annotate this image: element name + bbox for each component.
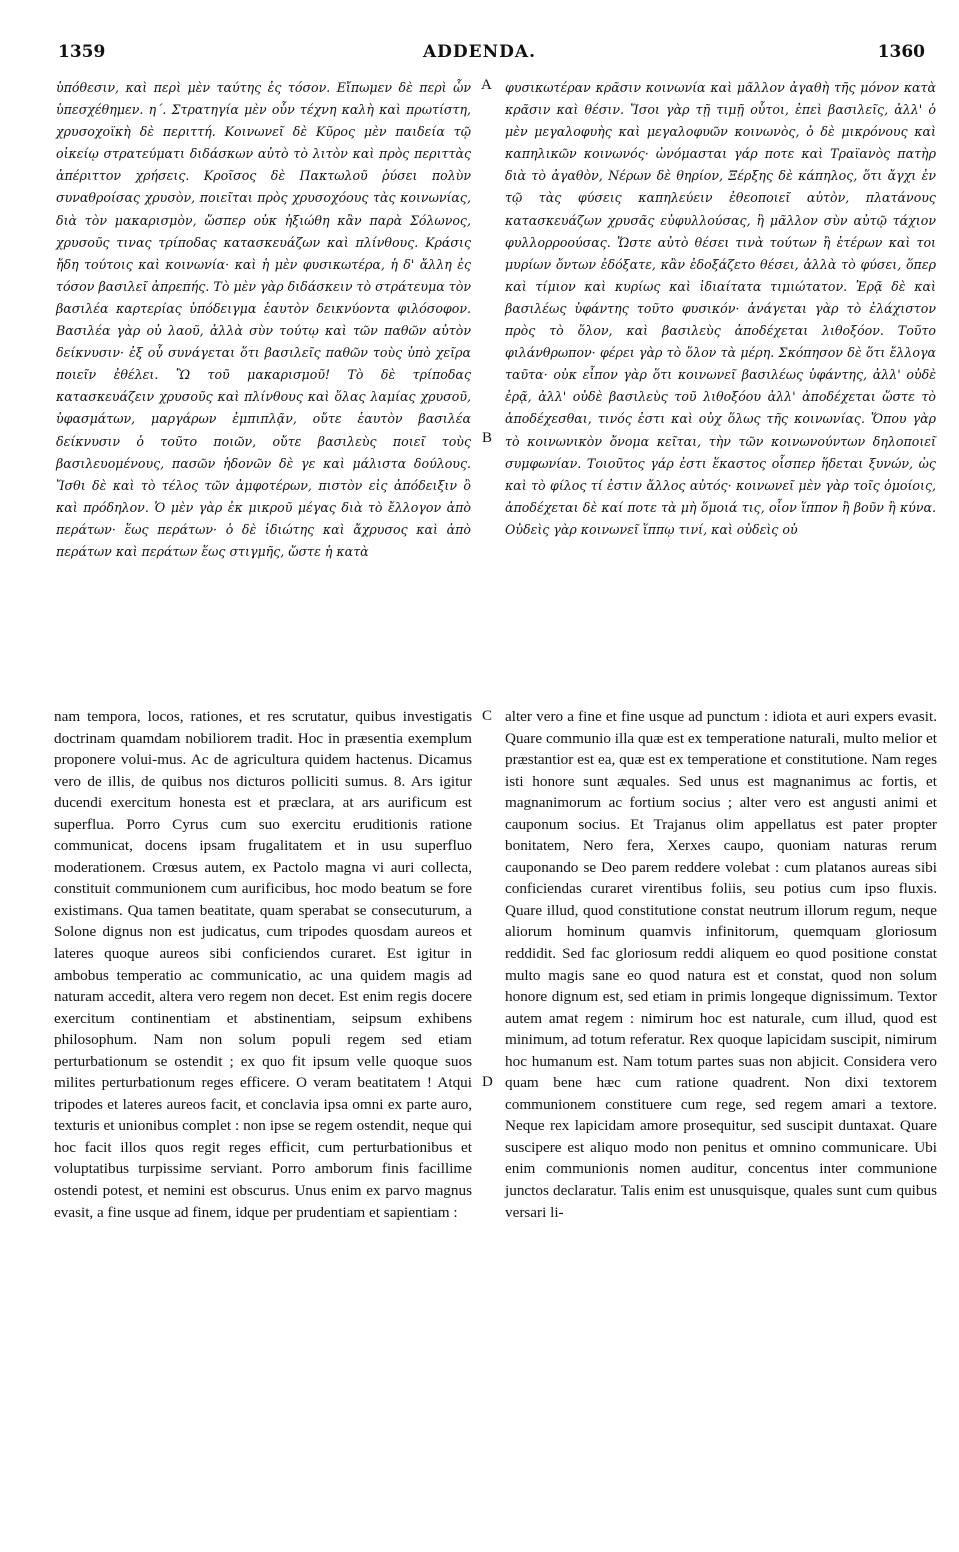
running-title: ADDENDA. [422,42,537,62]
section-marker-c: C [482,708,493,724]
section-marker-a: A [481,77,492,93]
greek-column-right [505,77,936,541]
section-marker-d: D [482,1074,493,1090]
section-marker-b: B [482,430,493,446]
greek-column-left [56,77,471,563]
greek-text-left: ὑπόθεσιν, καὶ περὶ μὲν ταύτης ἐς τόσον. Εἴπωμεν δὲ περὶ ὧν ὑπεσχέθημεν. η΄. Στρατηγία μὲν οὖν τέχνη καλὴ καὶ πρωτίστη, χρυσοχοϊκὴ δὲ περιττή. Κοινωνεῖ δὲ Κῦρος μὲν παιδεία τῷ οἰκείῳ στρατεύματι διδάσκων αὐτὸ τὸ λιτὸν καὶ πρὸς περιττὰς ἀπέριττον χρήσεις. Κροῖσος δὲ Πακτωλοῦ ῥύσει πολὺν συναθροίσας χρυσὸν, ποιεῖται πρὸς χρυσοχόους τὰς κοινωνίας, διὰ τὸν μακαρισμὸν, ὥσπερ οὐκ ἠξιώθη κἂν παρὰ Σόλωνος, χρυσοῦς τινας τρίποδας κατασκευάζων καὶ πλίνθους. Κράσις ἤδη τούτοις καὶ κοινωνία· καὶ ἡ μὲν φυσικωτέρα, ἡ δ' ἄλλη ἐς τόσον βασιλεῖ ἀπρεπής. Τὸ μὲν γὰρ διδάσκειν τὸ στράτευμα τὸν βασιλέα καρτερίας ὑπόδειγμα ἑαυτὸν δεικνύοντα φιλόσοφον. Βασιλέα γὰρ οὐ λαοῦ, ἀλλὰ σὺν τούτῳ καὶ τῶν παθῶν αὐτὸν δείκνυσιν· ἐξ οὗ συνάγεται ὅτι βασιλεῖς παθῶν τοὺς ὑπὸ χεῖρα ποιεῖν ἐθέλει. Ὢ τοῦ μακαρισμοῦ! Τὸ δὲ τρίποδας κατασκευάζειν χρυσοῦς καὶ πλίνθους καὶ ὅλας λαμίας χρυσοῦ, ὑφασμάτων, μαργάρων ἐμπιπλᾷν, οὔτε ἑαυτὸν βασιλέα δείκνυσιν ὁ τοῦτο ποιῶν, οὔτε βασιλεὺς ποιεῖ τοὺς βασιλευομένους, πασῶν ἡδονῶν δὲ γε καὶ μάλιστα δούλους. Ἴσθι δὲ καὶ τὸ τέλος τῶν ἀμφοτέρων, πιστὸν εἰς ἀπόδειξιν ὂ καὶ πρόδηλον. Ὁ μὲν γὰρ ἐκ μικροῦ μέγας διὰ τὸ ἔλλογον ἀπὸ περάτων· ἕως περάτων· ὁ δὲ ἰδιώτης καὶ ἄχρυσος καὶ ἀπὸ περάτων καὶ περάτων ἕως στιγμῆς, ὥστε ἡ κατὰ [56,80,471,559]
latin-column-right [505,706,937,1223]
latin-column-left [54,706,472,1223]
latin-text-right: alter vero a fine et fine usque ad punctum : idiota et auri expers evasit. Quare communio illa quæ est ex temperatione naturali, multo melior et præstantior est ea, quæ est ex temperatione et constitutione. Nam reges isti honore sunt æquales. Sed unus est magnanimus ac fortis, et magnanimorum ac fortium socius ; alter vero est angusti animi et cauponum socius. Et Trajanus olim appellatus est pater propter bonitatem, Nero fera, Xerxes caupo, quoniam naturas rerum cauponando se Deo parem reddere volebat : cum platanos aureas sibi conficiendas curaret virentibus foliis, seu potius cum ipso fluxis. Quare illud, quod constitutione constat neutrum illorum regum, neque aliorum hominum quamvis infinitorum, quemquam gloriosum reddidit. Sed fac gloriosum reddi aliquem eo quod positione constat multo magis sane eo quod natura est et constat, quod non solum honore dignum est, sed etiam in primis longeque dignissimum. Textor autem amat regem : nimirum hoc est naturale, cum illud, quod est minimum, ad totum referatur. Rex quoque lapicidam suscipit, nimirum hoc humanum est. Nam totum partes suas non abjicit. Considera vero quam bene hæc cum ratione quadrent. Non dixi textorem communionem constituere cum rege, sed regem amari a textore. Neque rex lapicidam amore prosequitur, sed suscipit duntaxat. Quare suscipere est aliquo modo non penitus et omnino communicare. Ubi enim communionis nomen auditur, concentus inter communione junctos declaratur. Talis enim est unusquisque, quales sunt cum quibus versari li- [505,708,937,1221]
page-number-right: 1360 [877,42,925,62]
greek-text-right: φυσικωτέραν κρᾶσιν κοινωνία καὶ μᾶλλον ἀγαθὴ τῆς μόνον κατὰ κρᾶσιν καὶ θέσιν. Ἴσοι γὰρ τῇ τιμῇ οὗτοι, ἐπεὶ βασιλεῖς, ἀλλ' ὁ μὲν μεγαλοφυὴς καὶ μεγαλοφυῶν κοινωνὸς, ὁ δὲ μικρόνους καὶ καπηλικῶν κοινωνός· ὠνόμασται γάρ ποτε καὶ Τραϊανὸς πατὴρ διὰ τὸ ἀγαθὸν, Νέρων δὲ θηρίον, Ξέρξης δὲ κάπηλος, ὅτι ἄγχι ἐν τῷ τὰς φύσεις καπηλεύειν ἐθεοποιεῖ αὐτὸν, πλατάνους κατασκευάζων χρυσᾶς εὐφυλλούσας, ἢ μᾶλλον σὺν αὐτῷ τάχιον φυλλορροούσας. Ὥστε αὐτὸ θέσει τινὰ τούτων ἢ ἑτέρων καὶ τοι μυρίων ὄντων ἐδόξατε, κἂν ἐδοξάζετο θέσει, ἀλλὰ τὸ φύσει, ὅπερ καὶ τίμιον καὶ κυρίως καὶ ἰδιαίτατα τιμιώτατον. Ἐρᾷ δὲ καὶ βασιλέως ὑφάντης τοῦτο φυσικόν· ἀνάγεται γὰρ τὸ ἐλάχιστον πρὸς τὸ ὅλον, καὶ βασιλεὺς ἀποδέχεται λιθοξόον. Τοῦτο φιλάνθρωπον· φέρει γὰρ τὸ ὅλον τὰ μέρη. Σκόπησον δὲ ὅτι ἔλλογα ταῦτα· οὐκ εἶπον γὰρ ὅτι κοινωνεῖ βασιλέως ὑφάντης, ἀλλ' οὐδὲ ἐρᾷ, ἀλλ' οὐδὲ βασιλεὺς τοῦ λιθοξόου ἀλλ' ἀποδέχεται ὥστε τὸ ἀποδέχεσθαι, τινός ἐστι καὶ οὐχ ὅλως τῆς κοινωνίας. Ὅπου γὰρ τὸ κοινωνικὸν ὄνομα κεῖται, τὴν τῶν κοινωνούντων δηλοποιεῖ συμφωνίαν. Τοιοῦτος γάρ ἐστι ἕκαστος οἷσπερ ἥδεται ξυνών, ὡς καὶ τὸ φίλος τί ἐστιν ἄλλος αὐτός· κοινωνεῖ μὲν γὰρ τοῖς ὁμοίοις, ἀποδέχεται δὲ καί ποτε τὰ μὴ ὅμοιά τις, οἷον ἵππον ἢ βοῦν ἢ κύνα. Οὐδεὶς γὰρ κοινωνεῖ ἵππῳ τινί, καὶ οὐδεὶς οὐ [505,80,936,537]
latin-text-left: nam tempora, locos, rationes, et res scrutatur, quibus investigatis doctrinam quamdam nobiliorem tradit. Hoc in præsentia exemplum proponere volui-mus. Ac de agricultura quidem hactenus. Dicamus vero de illis, de quibus nos dicturos polliciti sumus. 8. Ars igitur ducendi exercitum honesta est et præclara, at ars aurificum est superflua. Porro Cyrus cum suo exercitu eruditionis ratione communicat, docens ipsam frugalitatem et in usu superfluo moderationem. Crœsus autem, ex Pactolo magna vi auri collecta, constituit communionem cum aurificibus, hoc modo beatum se fore existimans. Qua tamen beatitate, quam sperabat se consecuturum, a Solone dignus non est judicatus, cum tripodes quosdam aureos et lateres quoque aureos sibi conficiendos curaret. Est igitur in ambobus temperatio ac communicatio, ac una quidem magis ad naturam accedit, altera vero regem non decet. Est enim regis docere exercitum continentiam et abstinentiam, seipsum exhibens philosophum. Nam non solum populi regem sed etiam perturbationum se ostendit ; ex quo fit ipsum velle quoque suos milites perturbationum reges efficere. O veram beatitatem ! Atqui tripodes et lateres aureos facit, et conclavia ipsa omni ex parte auro, texturis et unionibus complet : non ipse se regem ostendit, neque qui hoc facit illos quos regit reges efficit, cum perturbationibus et voluptatibus turpissime serviant. Porro amborum finis facillime ostendi potest, et nemini est obscurus. Unus enim ex parvo magnus evasit, a fine usque ad finem, idque per prudentiam et sapientiam : [54,708,472,1221]
page-header [0,42,959,66]
page-number-left: 1359 [58,42,106,62]
